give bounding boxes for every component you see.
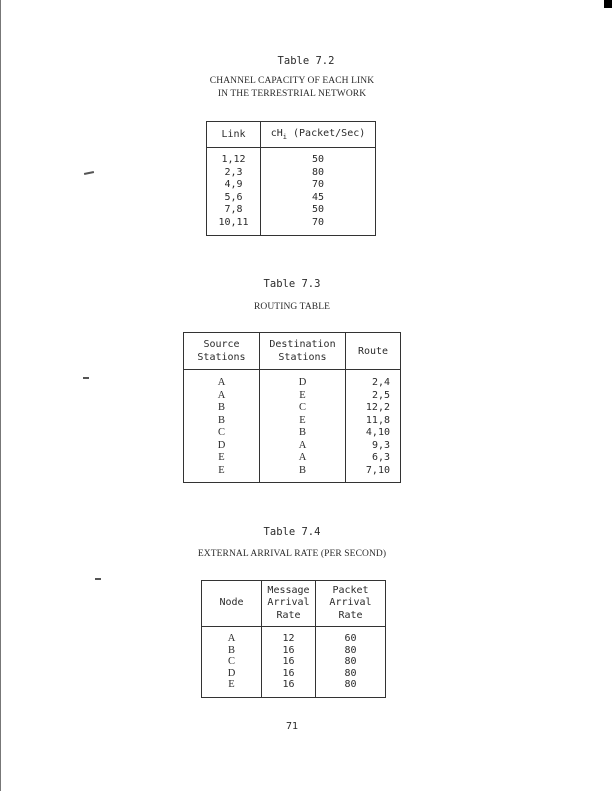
route-cell: 11,8	[346, 415, 401, 428]
column-header-link: Link	[207, 122, 261, 148]
capacity-cell: 45	[311, 191, 325, 203]
table-7-4-heading: EXTERNAL ARRIVAL RATE (PER SECOND)	[197, 549, 387, 559]
table-7-2-heading-line1: CHANNEL CAPACITY OF EACH LINK	[209, 76, 375, 86]
destination-cell: D	[260, 370, 346, 390]
header-line: Arrival	[329, 597, 372, 609]
message-rate-cell: 16	[262, 656, 316, 668]
table-7-2-heading-line2: IN THE TERRESTRIAL NETWORK	[217, 89, 367, 99]
table-7-3-caption: Table 7.3	[263, 278, 321, 290]
capacity-cell: 70	[311, 179, 325, 190]
scan-speck	[84, 171, 94, 175]
source-cell: C	[217, 427, 225, 438]
header-line: Source	[203, 339, 240, 350]
message-rate-cell: 16	[262, 668, 316, 680]
table-row	[207, 167, 376, 180]
source-cell: B	[217, 414, 225, 426]
scan-corner-mark	[604, 0, 612, 8]
link-cell: 1,12	[207, 148, 261, 167]
capacity-cell: 50	[311, 154, 325, 165]
destination-cell: B	[260, 427, 346, 440]
table-row	[207, 179, 376, 192]
packet-rate-cell: 80	[316, 679, 386, 697]
packet-rate-cell: 80	[316, 645, 386, 657]
table-row	[202, 656, 386, 668]
scan-speck	[83, 377, 89, 379]
node-cell: E	[228, 679, 235, 690]
header-line: Rate	[276, 609, 301, 621]
link-cell: 7,8	[207, 204, 261, 217]
capacity-symbol: cH	[270, 128, 283, 139]
scan-edge-line	[0, 0, 1, 791]
table-row	[184, 427, 401, 440]
scan-speck	[95, 578, 101, 580]
table-row	[184, 452, 401, 465]
table-row	[202, 627, 386, 645]
destination-cell: C	[260, 402, 346, 415]
message-rate-cell: 12	[262, 627, 316, 645]
source-cell: D	[217, 439, 226, 451]
destination-cell: E	[260, 390, 346, 403]
table-row	[207, 204, 376, 217]
packet-rate-cell: 80	[316, 656, 386, 668]
source-cell: B	[217, 402, 225, 413]
packet-rate-cell: 80	[316, 668, 386, 680]
source-cell: E	[218, 464, 225, 476]
table-7-2-caption: Table 7.2	[277, 55, 335, 67]
route-cell: 12,2	[346, 402, 401, 415]
capacity-cell: 70	[311, 216, 325, 228]
destination-cell: A	[260, 452, 346, 465]
header-line: Stations	[197, 352, 246, 363]
link-cell: 10,11	[207, 217, 261, 236]
routing-table	[183, 332, 401, 483]
column-header-destination	[260, 333, 346, 370]
table-7-3-heading: ROUTING TABLE	[253, 302, 331, 312]
source-cell: A	[217, 389, 226, 401]
route-cell: 6,3	[346, 452, 401, 465]
route-cell: 4,10	[346, 427, 401, 440]
column-header-source	[184, 333, 260, 370]
header-line: Stations	[278, 352, 327, 363]
table-row	[207, 148, 376, 167]
message-rate-cell: 16	[262, 645, 316, 657]
table-row	[184, 465, 401, 483]
table-row	[184, 402, 401, 415]
column-header-capacity	[261, 122, 376, 148]
node-cell: A	[227, 633, 236, 644]
table-row	[207, 192, 376, 205]
node-cell: B	[227, 644, 235, 656]
source-cell: E	[218, 452, 225, 463]
channel-capacity-table	[206, 121, 376, 236]
route-cell: 9,3	[346, 440, 401, 453]
table-row	[207, 217, 376, 236]
table-row	[184, 390, 401, 403]
column-header-route: Route	[346, 333, 401, 370]
link-cell: 2,3	[207, 167, 261, 180]
source-cell: A	[217, 377, 226, 388]
external-arrival-rate-table	[201, 580, 386, 698]
column-header-node: Node	[202, 581, 262, 627]
capacity-cell: 50	[311, 204, 325, 215]
column-header-message-rate	[262, 581, 316, 627]
table-row	[184, 415, 401, 428]
link-cell: 5,6	[207, 192, 261, 205]
packet-rate-cell: 60	[316, 627, 386, 645]
header-line: Arrival	[267, 597, 310, 609]
link-cell: 4,9	[207, 179, 261, 192]
message-rate-cell: 16	[262, 679, 316, 697]
destination-cell: E	[260, 415, 346, 428]
header-line: Message	[267, 584, 310, 596]
destination-cell: B	[260, 465, 346, 483]
table-7-4-caption: Table 7.4	[263, 526, 321, 538]
capacity-unit: (Packet/Sec)	[293, 128, 366, 139]
table-row	[184, 370, 401, 390]
header-line: Rate	[338, 609, 363, 621]
table-row	[202, 668, 386, 680]
table-row	[202, 645, 386, 657]
column-header-packet-rate	[316, 581, 386, 627]
route-cell: 7,10	[346, 465, 401, 483]
capacity-cell: 80	[311, 166, 325, 178]
header-line: Packet	[332, 584, 369, 596]
header-line: Destination	[269, 339, 336, 350]
page-number: 71	[285, 721, 299, 732]
route-cell: 2,4	[346, 370, 401, 390]
destination-cell: A	[260, 440, 346, 453]
capacity-subscript: i	[282, 133, 287, 141]
node-cell: C	[227, 656, 235, 667]
route-cell: 2,5	[346, 390, 401, 403]
table-row	[184, 440, 401, 453]
node-cell: D	[227, 667, 236, 679]
table-row	[202, 679, 386, 697]
